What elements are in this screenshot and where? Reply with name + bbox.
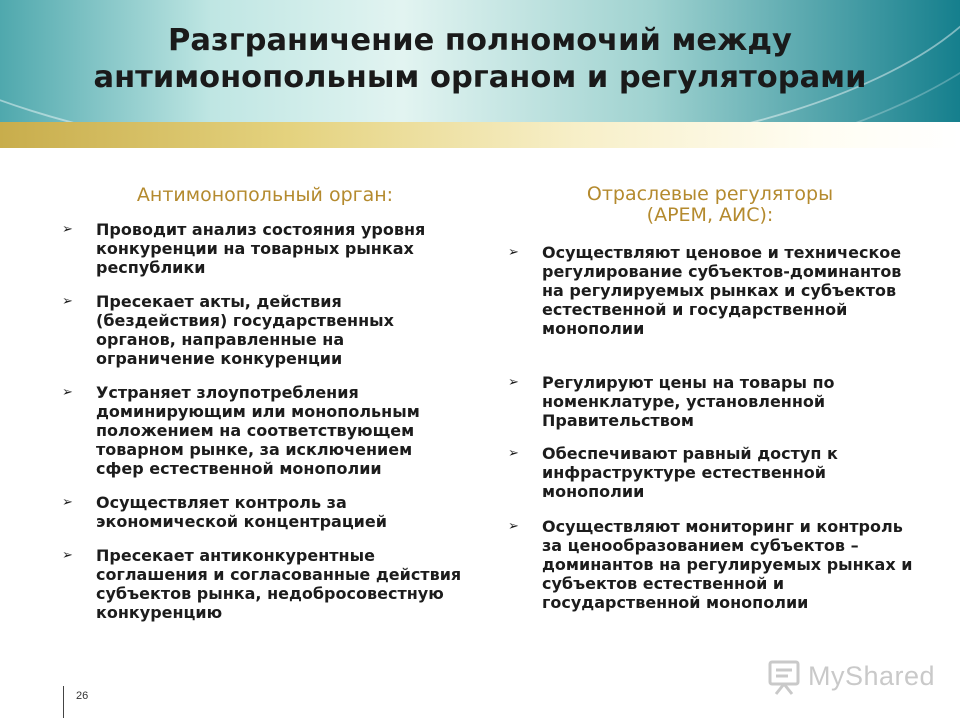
logo-text: MyShared (808, 661, 936, 691)
arrow-bullet-icon: ➢ (62, 548, 73, 563)
slide-number: 26 (76, 690, 89, 702)
right-list-item (508, 444, 918, 501)
left-item-text: Пресекает акты, действия (бездействия) государственных органов, направленные на ограничение конкуренции (96, 292, 394, 368)
right-item-text: Обеспечивают равный доступ к инфраструктуре естественной монополии (542, 444, 838, 501)
arrow-bullet-icon: ➢ (62, 222, 73, 237)
slide-title (0, 22, 960, 96)
arrow-bullet-icon: ➢ (508, 446, 519, 461)
gold-stripe (0, 122, 960, 148)
right-item-text: Осуществляют ценовое и техническое регулирование субъектов-доминантов на регулируемых рынках и субъектов естественной и государственной монополии (542, 243, 902, 338)
right-column-heading (530, 184, 890, 226)
right-item-text: Регулируют цены на товары по номенклатуре, установленной Правительством (542, 373, 835, 430)
left-item-text: Пресекает антиконкурентные соглашения и согласованные действия субъектов рынка, недобросовестную конкуренцию (96, 546, 462, 622)
left-list-item (62, 493, 462, 531)
arrow-bullet-icon: ➢ (508, 375, 519, 390)
arrow-bullet-icon: ➢ (62, 495, 73, 510)
left-column-heading: Антимонопольный орган: (136, 184, 394, 206)
right-list-item (508, 373, 918, 430)
right-item-text: Осуществляют мониторинг и контроль за ценообразованием субъектов – доминантов на регулируемых рынках и субъектов естественной и государственной монополии (542, 517, 913, 612)
footer-divider (63, 686, 64, 718)
arrow-bullet-icon: ➢ (62, 294, 73, 309)
left-list-item (62, 383, 462, 478)
left-item-text: Осуществляет контроль за экономической концентрацией (96, 493, 387, 531)
left-item-text: Устраняет злоупотребления доминирующим или монопольным положением на соответствующем товарном рынке, за исключением сфер естественной монополии (96, 383, 420, 478)
arrow-bullet-icon: ➢ (508, 245, 519, 260)
title-line-1: Разграничение полномочий между (168, 23, 792, 58)
title-line-2: антимонопольным органом и регуляторами (93, 60, 867, 95)
arrow-bullet-icon: ➢ (508, 519, 519, 534)
right-list-item (508, 517, 918, 612)
arrow-bullet-icon: ➢ (62, 385, 73, 400)
left-list-item (62, 220, 462, 277)
right-list-item (508, 243, 918, 338)
right-heading-line-2: (АРЕМ, АИС): (646, 204, 774, 226)
left-list-item (62, 292, 462, 368)
left-list-item (62, 546, 462, 622)
left-item-text: Проводит анализ состояния уровня конкуренции на товарных рынках республики (96, 220, 426, 277)
presentation-board-icon (770, 662, 798, 694)
right-heading-line-1: Отраслевые регуляторы (586, 183, 834, 205)
